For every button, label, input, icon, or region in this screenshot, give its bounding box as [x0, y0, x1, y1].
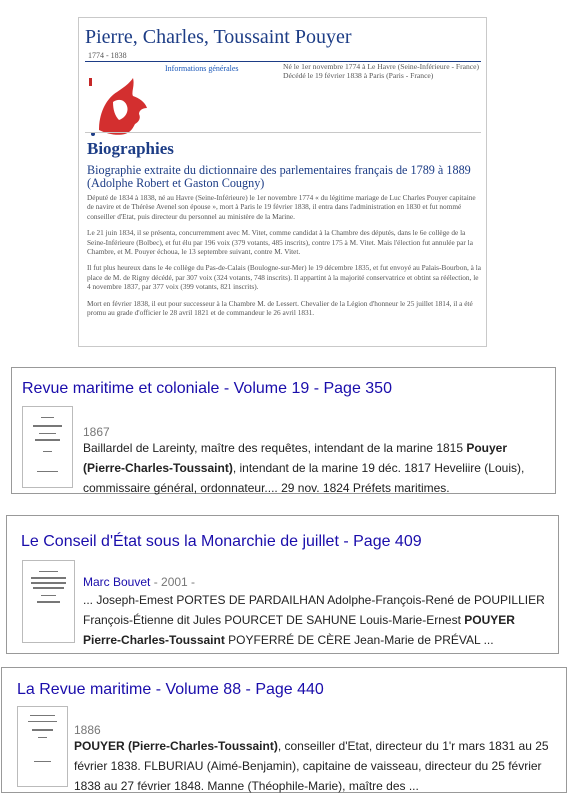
author-link[interactable]: Marc Bouvet [83, 575, 151, 589]
biography-card [78, 17, 487, 347]
result-snippet [83, 438, 549, 498]
book-title-link[interactable]: Revue maritime et coloniale - Volume 19 - Page 350 [22, 380, 392, 397]
biography-paragraph: Le 21 juin 1834, il se présenta, concurremment avec M. Vitet, comme candidat à la Chambre des députés, dans le 6e collège de la Seine-Inférieure (Bolbec), et fut élu par 196 voix (379 votants, 485 inscrits), contre 175 à M. Vitet. Mais l'élection fut annulée par la Chambre, et M. Pouyer échoua, le 13 septembre suivant, contre M. Vitet. [87, 228, 473, 257]
section-divider [85, 132, 481, 133]
result-snippet [83, 590, 551, 650]
book-cover-thumbnail[interactable] [22, 560, 75, 643]
publication-year: 1886 [74, 723, 101, 737]
book-title-link[interactable]: La Revue maritime - Volume 88 - Page 440 [17, 681, 324, 698]
snippet-highlight: POUYER (Pierre-Charles-Toussaint) [74, 739, 278, 753]
result-snippet [74, 736, 564, 796]
snippet-highlight: POUYER Pierre-Charles-Toussaint [83, 613, 515, 647]
publication-year: 1867 [83, 425, 110, 439]
snippet-text: POYFERRÉ DE CÈRE Jean-Marie de PRÉVAL ... [224, 633, 494, 647]
snippet-text: Baillardel de Lareinty, maître des requêtes, intendant de la marine 1815 [83, 441, 467, 455]
biography-text [87, 193, 481, 324]
snippet-text: , conseiller d'Etat, directeur du 1'r mars 1831 au 25 février 1838. FLBURIAU (Aimé-Benjamin), capitaine de vaisseau, directeur du 25 février 1838 au 27 février 1848. Manne (Théophile-Marie), maître des ... [74, 739, 549, 793]
person-name: Pierre, Charles, Toussaint Pouyer [85, 26, 352, 48]
book-title-link[interactable]: Le Conseil d'État sous la Monarchie de juillet - Page 409 [21, 533, 422, 550]
birth-death-info: Né le 1er novembre 1774 à Le Havre (Seine-Inférieure - France) Décédé le 19 février 1838 à Paris (Paris - France) [283, 62, 480, 81]
book-result-card [11, 367, 556, 494]
biography-subtitle: Biographie extraite du dictionnaire des parlementaires français de 1789 à 1889 (Adolphe Robert et Gaston Cougny) [87, 163, 471, 190]
snippet-text: ... Joseph-Emest PORTES DE PARDAILHAN Adolphe-François-René de POUPILLIER François-Étienne dit Jules POURCET DE SAHUNE Louis-Marie-Ernest [83, 593, 545, 627]
general-info-link[interactable]: Informations générales [165, 64, 239, 73]
snippet-text: , intendant de la marine 19 déc. 1817 Heveliire (Louis), commissaire général, ordonnateur.... 29 nov. 1824 Préfets maritimes. [83, 461, 525, 495]
biography-paragraph: Mort en février 1838, il eut pour successeur à la Chambre M. de Lessert. Chevalier de la Légion d'honneur le 25 juillet 1814, il a été promu au grade d'officier le 28 avril 1821 et de commandeur le 26 avril 1831. [87, 298, 473, 318]
book-cover-thumbnail[interactable] [17, 706, 68, 787]
publication-year: - 2001 - [150, 575, 196, 589]
book-result-card [1, 667, 567, 793]
book-cover-thumbnail[interactable] [22, 406, 73, 488]
biography-paragraph: Député de 1834 à 1838, né au Havre (Seine-Inférieure) le 1er novembre 1774 « du légitime mariage de Luc Charles Pouyer capitaine de navire et de Thérèse Avenel son épouse », mort à Paris le 19 février 1838, il entra dans l'administration en 1830 et fut nommé conseiller d'Etat, puis directeur du personnel au ministère de la Marine. [87, 193, 476, 221]
marianne-logo-icon [89, 68, 151, 140]
biographies-heading: Biographies [87, 139, 174, 158]
snippet-highlight: Pouyer (Pierre-Charles-Toussaint) [83, 441, 508, 475]
result-byline [83, 575, 195, 589]
biography-paragraph: Il fut plus heureux dans le 4e collège du Pas-de-Calais (Boulogne-sur-Mer) le 19 décembre 1835, et fut envoyé au Palais-Bourbon, à la place de M. de Rigny décédé, par 307 voix (324 votants, 748 inscrits). Il appartint à la majorité conservatrice et obtint sa réélection, le 4 novembre 1837, par 377 voix (399 votants, 821 inscrits). [87, 263, 481, 292]
book-result-card [6, 515, 559, 654]
life-dates: 1774 - 1838 [88, 51, 127, 60]
